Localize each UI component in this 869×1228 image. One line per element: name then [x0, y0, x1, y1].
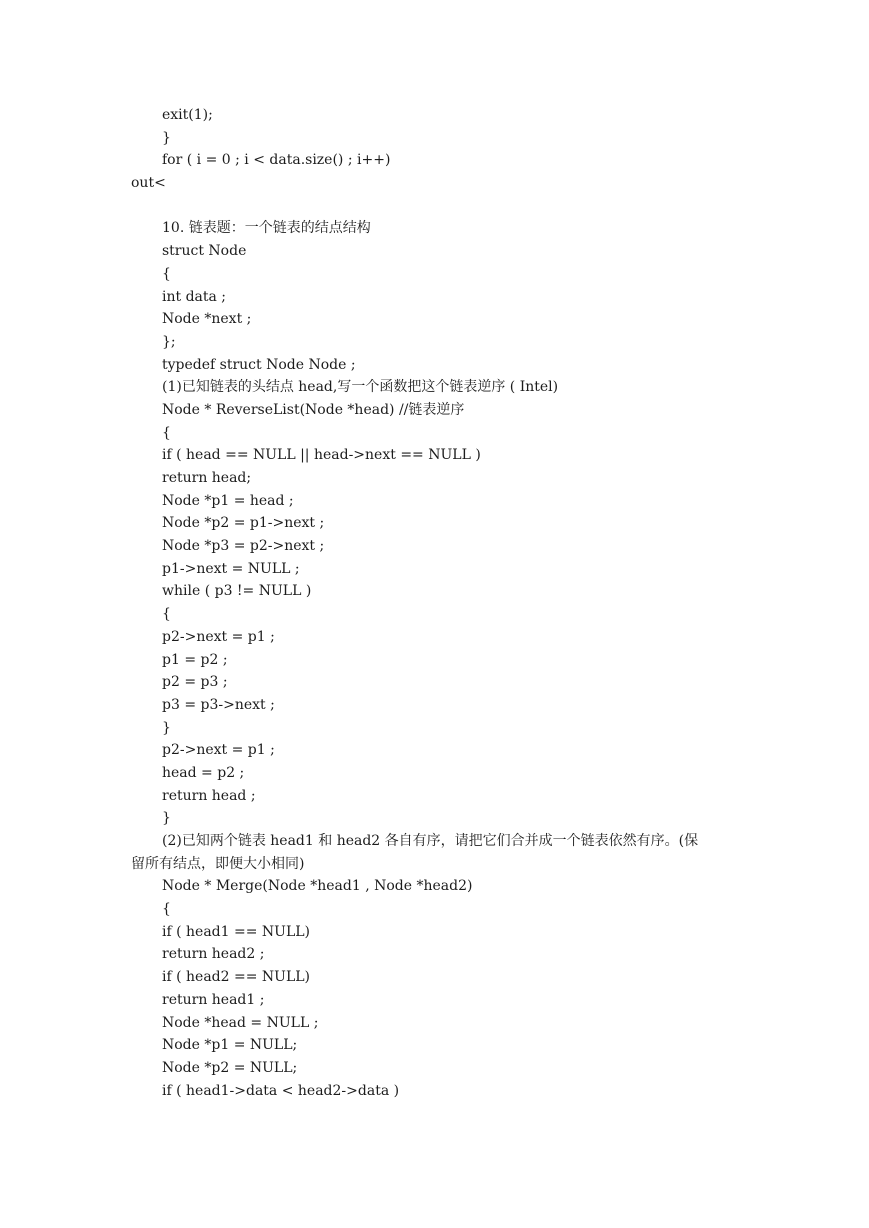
- text-line: Node *head = NULL ;: [162, 1014, 319, 1031]
- text-line: struct Node: [162, 243, 247, 260]
- text-line: [0, 195, 869, 218]
- text-line: Node * Merge(Node *head1 , Node *head2): [162, 878, 473, 895]
- text-line: {: [162, 424, 171, 441]
- text-line: return head;: [162, 470, 252, 486]
- question-text: (2)已知两个链表 head1 和 head2 各自有序，请把它们合并成一个链表依然有序。(保: [162, 833, 699, 849]
- text-line: };: [162, 333, 176, 350]
- text-line: out<: [131, 175, 166, 192]
- text-line: return head1 ;: [162, 991, 265, 1008]
- text-line: p2->next = p1 ;: [162, 628, 275, 645]
- text-line: }: [162, 719, 171, 736]
- text-line: {: [162, 265, 171, 282]
- text-line: p2 = p3 ;: [162, 674, 228, 691]
- question-text: (1)已知链表的头结点 head,写一个函数把这个链表逆序 ( Intel): [162, 379, 559, 396]
- text-line: return head ;: [162, 787, 256, 804]
- text-line: return head2 ;: [162, 946, 265, 963]
- text-line: Node *p1 = NULL;: [162, 1037, 298, 1054]
- text-line: {: [162, 606, 171, 623]
- text-line: if ( head1 == NULL): [162, 923, 311, 940]
- text-line: int data ;: [162, 288, 227, 305]
- text-line: if ( head == NULL || head->next == NULL ): [162, 447, 481, 464]
- text-line: p1->next = NULL ;: [162, 560, 300, 577]
- text-line: Node *p3 = p2->next ;: [162, 538, 325, 555]
- text-line: p1 = p2 ;: [162, 651, 228, 668]
- code-listing: [0, 104, 869, 1102]
- text-line: if ( head2 == NULL): [162, 969, 311, 986]
- text-line: }: [162, 129, 171, 146]
- text-line: while ( p3 != NULL ): [162, 583, 312, 600]
- text-line: p2->next = p1 ;: [162, 742, 275, 759]
- text-line: exit(1);: [162, 107, 213, 123]
- text-line: {: [162, 901, 171, 918]
- text-line: p3 = p3->next ;: [162, 696, 275, 713]
- text-line: }: [162, 810, 171, 827]
- text-line: head = p2 ;: [162, 764, 245, 781]
- section-heading: 10. 链表题：一个链表的结点结构: [162, 220, 371, 237]
- text-line: Node *p2 = NULL;: [162, 1059, 298, 1076]
- text-line: Node *p2 = p1->next ;: [162, 515, 325, 532]
- text-line: Node *p1 = head ;: [162, 492, 294, 509]
- question-text-continued: 留所有结点，即便大小相同): [131, 855, 305, 872]
- text-line: if ( head1->data < head2->data ): [162, 1082, 400, 1099]
- text-line: for ( i = 0 ; i < data.size() ; i++): [162, 152, 391, 169]
- text-line: Node * ReverseList(Node *head) //链表逆序: [162, 401, 465, 418]
- text-line: Node *next ;: [162, 311, 252, 328]
- text-line: typedef struct Node Node ;: [162, 356, 356, 373]
